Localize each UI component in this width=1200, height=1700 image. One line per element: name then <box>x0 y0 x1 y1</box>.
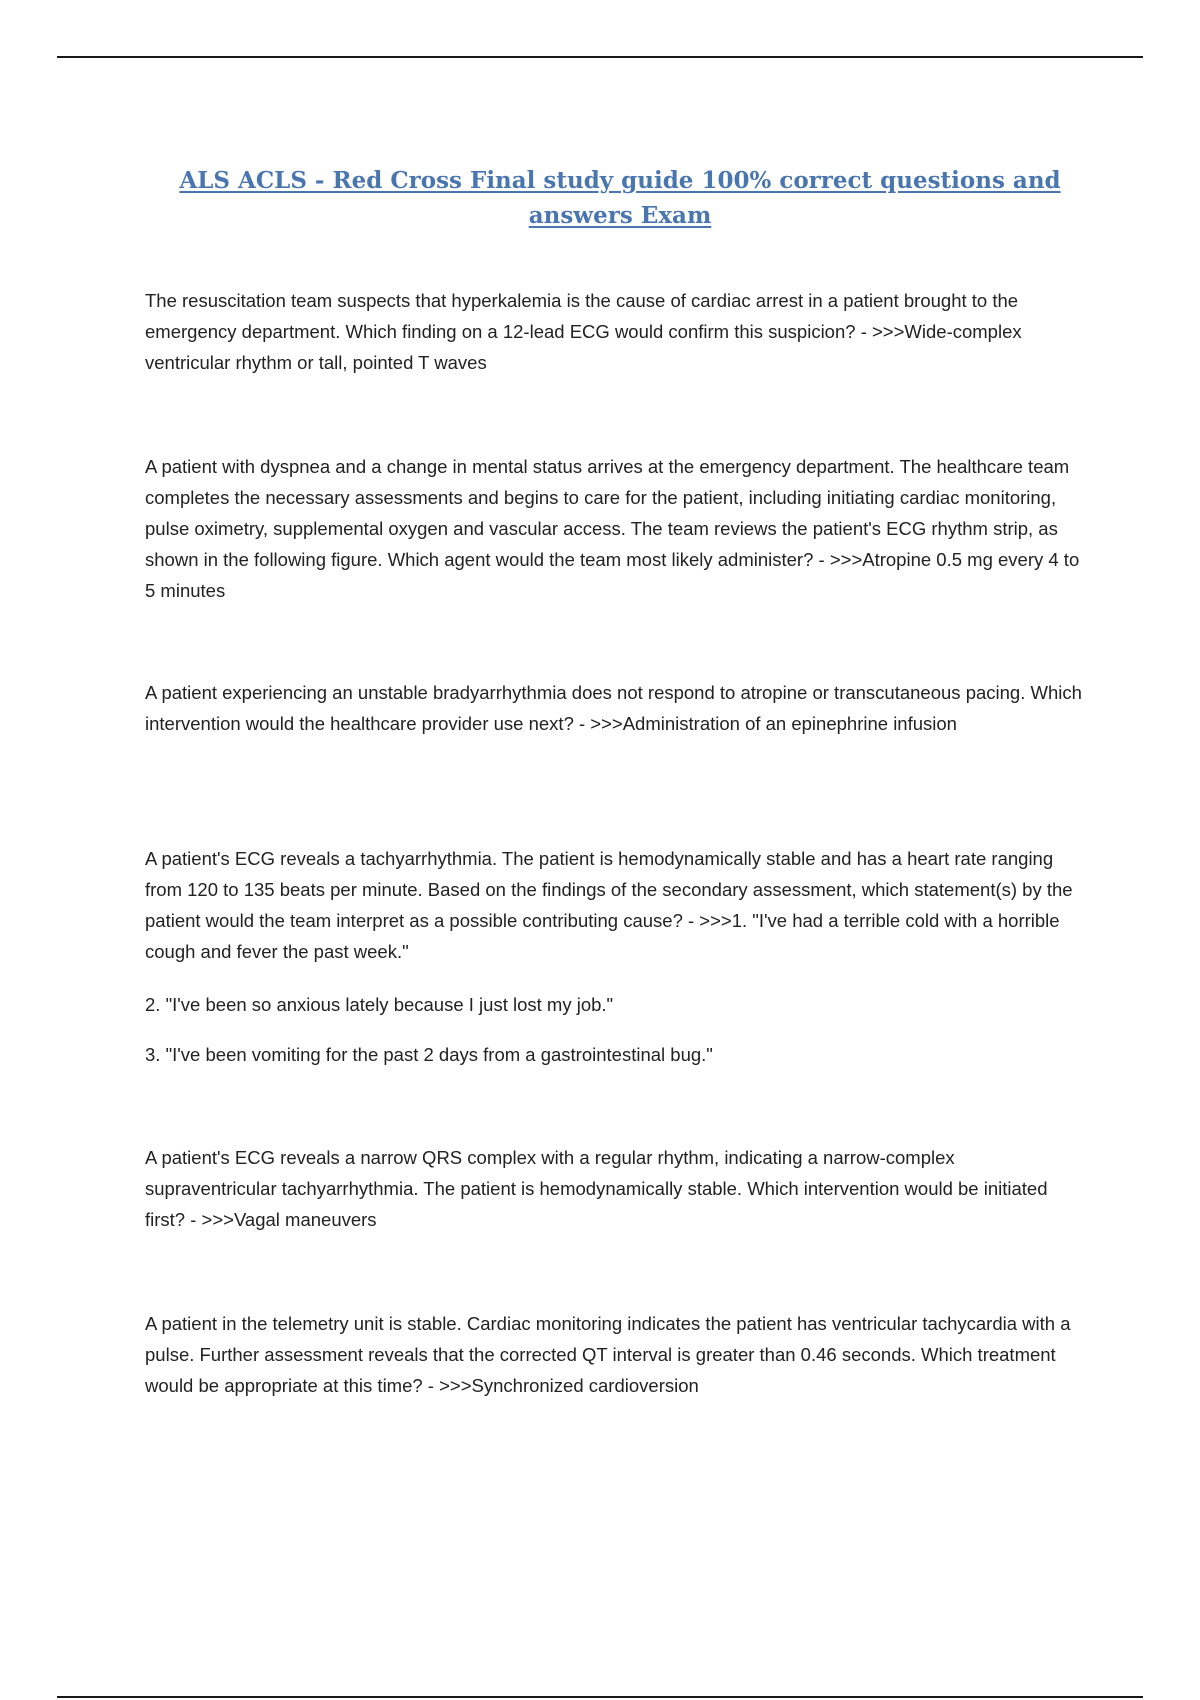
answer-separator: - >>> <box>573 713 623 734</box>
answer-separator: - >>> <box>813 549 863 570</box>
answer-separator: - >>> <box>855 321 905 342</box>
answer-list-item-2: 2. "I've been so anxious lately because I just lost my job." <box>145 994 614 1015</box>
answer-separator: - >>> <box>422 1375 472 1396</box>
header-rule <box>57 56 1143 58</box>
answer-separator: - >>> <box>185 1209 234 1230</box>
question-text: The resuscitation team suspects that hyperkalemia is the cause of cardiac arrest in a patient brought to the emergency department. Which finding on a 12-lead ECG would confirm this suspicion? <box>145 290 1019 342</box>
answer-separator: - >>> <box>682 910 732 931</box>
question-text: A patient with dyspnea and a change in mental status arrives at the emergency department. The healthcare team completes the necessary assessments and begins to care for the patient, including initiating cardiac monitoring, pulse oximetry, supplemental oxygen and vascular access. The team reviews the patient's ECG rhythm strip, as shown in the following figure. Which agent would the team most likely administer? <box>145 456 1070 570</box>
qa-item-3 <box>145 677 1085 739</box>
answer-text: Vagal maneuvers <box>233 1209 377 1230</box>
document-title[interactable]: ALS ACLS - Red Cross Final study guide 100% correct questions and answers Exam <box>179 167 1061 229</box>
question-text: A patient in the telemetry unit is stable. Cardiac monitoring indicates the patient has ventricular tachycardia with a pulse. Further assessment reveals that the corrected QT interval is greater than 0.46 seconds. Which treatment would be appropriate at this time? <box>145 1313 1071 1396</box>
answer-text: Atropine 0.5 mg every 4 to 5 minutes <box>145 549 1080 601</box>
answer-text: Administration of an epinephrine infusion <box>622 713 957 734</box>
qa-item-1 <box>145 285 1085 378</box>
answer-text: Synchronized cardioversion <box>471 1375 699 1396</box>
answer-text: 1. "I've had a terrible cold with a horrible cough and fever the past week." <box>145 910 1060 962</box>
qa-item-4 <box>145 843 1085 967</box>
qa-item-2 <box>145 451 1085 606</box>
question-text: A patient's ECG reveals a tachyarrhythmia. The patient is hemodynamically stable and has a heart rate ranging from 120 to 135 beats per minute. Based on the findings of the secondary assessment, which statement(s) by the patient would the team interpret as a possible contributing cause? <box>145 848 1073 931</box>
question-text: A patient's ECG reveals a narrow QRS complex with a regular rhythm, indicating a narrow-complex supraventricular tachyarrhythmia. The patient is hemodynamically stable. Which intervention would be initiated first? <box>145 1147 1048 1230</box>
answer-text: Wide-complex ventricular rhythm or tall, pointed T waves <box>145 321 1022 373</box>
footer-rule <box>57 1696 1143 1698</box>
question-text: A patient experiencing an unstable bradyarrhythmia does not respond to atropine or transcutaneous pacing. Which intervention would the healthcare provider use next? <box>145 682 1082 734</box>
qa-item-6 <box>145 1308 1085 1401</box>
qa-item-5 <box>145 1142 1085 1235</box>
answer-list-item-3: 3. "I've been vomiting for the past 2 days from a gastrointestinal bug." <box>145 1044 713 1065</box>
